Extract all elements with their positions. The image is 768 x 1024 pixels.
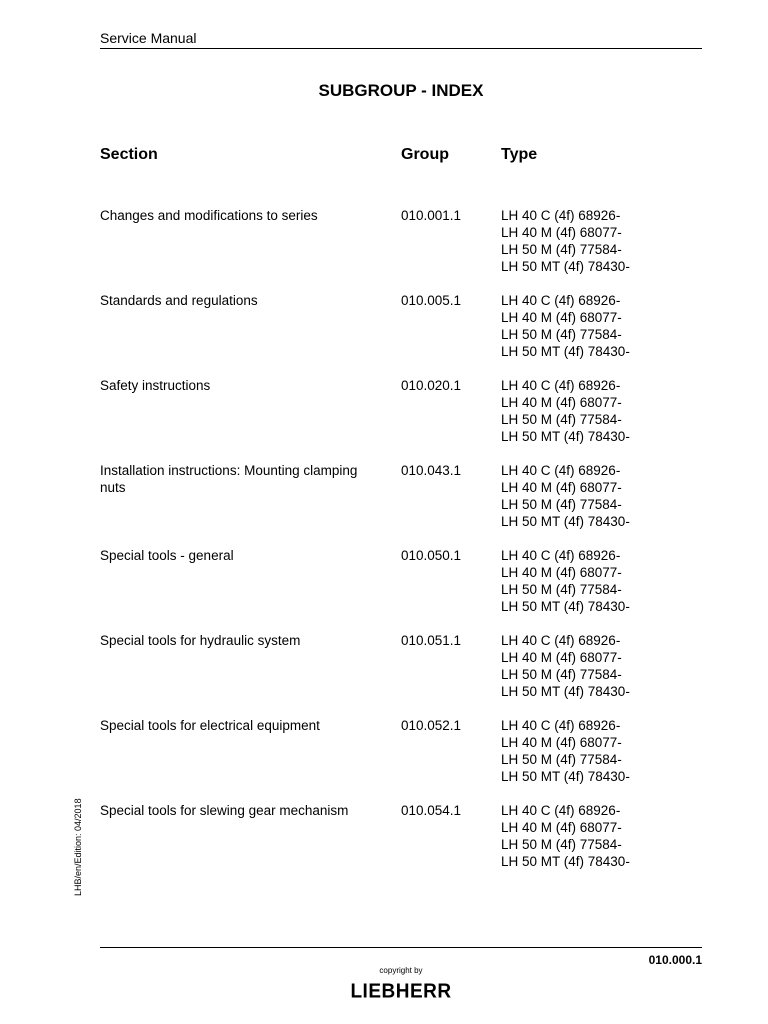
edition-label: LHB/en/Edition: 04/2018 <box>73 798 83 896</box>
index-entries <box>100 207 702 887</box>
header-rule <box>100 48 702 49</box>
entry-type: LH 50 M (4f) 77584- <box>501 242 622 257</box>
entry-type: LH 40 M (4f) 68077- <box>501 650 622 665</box>
entry-type: LH 40 M (4f) 68077- <box>501 310 622 325</box>
entry-group: 010.005.1 <box>401 293 462 308</box>
entry-group: 010.050.1 <box>401 548 462 563</box>
index-entry <box>100 632 702 717</box>
entry-type-list <box>501 292 630 360</box>
entry-group: 010.051.1 <box>401 633 462 648</box>
liebherr-logo: LIEBHERR <box>350 980 452 1003</box>
index-entry <box>100 377 702 462</box>
entry-group: 010.001.1 <box>401 208 462 223</box>
entry-type-list <box>501 207 630 275</box>
entry-section: Special tools for hydraulic system <box>100 633 301 648</box>
entry-type: LH 50 MT (4f) 78430- <box>501 514 630 529</box>
footer-rule <box>100 947 702 948</box>
header-title: Service Manual <box>100 30 197 46</box>
entry-type-list <box>501 547 630 615</box>
index-entry <box>100 717 702 802</box>
entry-type: LH 50 M (4f) 77584- <box>501 327 622 342</box>
entry-type: LH 50 M (4f) 77584- <box>501 582 622 597</box>
entry-type: LH 50 M (4f) 77584- <box>501 412 622 427</box>
entry-type: LH 40 C (4f) 68926- <box>501 378 621 393</box>
entry-type-list <box>501 462 630 530</box>
entry-type: LH 50 MT (4f) 78430- <box>501 684 630 699</box>
entry-group: 010.020.1 <box>401 378 462 393</box>
entry-section: Special tools - general <box>100 548 234 563</box>
entry-type-list <box>501 717 630 785</box>
column-header-section: Section <box>100 146 158 163</box>
entry-type: LH 50 MT (4f) 78430- <box>501 344 630 359</box>
entry-type: LH 50 MT (4f) 78430- <box>501 599 630 614</box>
entry-type: LH 40 C (4f) 68926- <box>501 208 621 223</box>
entry-type: LH 40 C (4f) 68926- <box>501 803 621 818</box>
index-entry <box>100 292 702 377</box>
entry-section: Special tools for slewing gear mechanism <box>100 803 349 818</box>
entry-type: LH 50 M (4f) 77584- <box>501 497 622 512</box>
column-header-group: Group <box>401 146 449 163</box>
entry-section: Safety instructions <box>100 378 211 393</box>
entry-group: 010.052.1 <box>401 718 462 733</box>
page-number: 010.000.1 <box>648 953 702 967</box>
entry-group: 010.054.1 <box>401 803 462 818</box>
entry-type: LH 50 MT (4f) 78430- <box>501 259 630 274</box>
index-entry <box>100 207 702 292</box>
entry-type-list <box>501 632 630 700</box>
index-entry <box>100 462 702 547</box>
entry-type: LH 40 C (4f) 68926- <box>501 718 621 733</box>
entry-type: LH 40 M (4f) 68077- <box>501 820 622 835</box>
entry-type: LH 50 M (4f) 77584- <box>501 752 622 767</box>
entry-type: LH 40 M (4f) 68077- <box>501 225 622 240</box>
entry-group: 010.043.1 <box>401 463 462 478</box>
page-title: SUBGROUP - INDEX <box>318 81 484 100</box>
entry-type: LH 40 C (4f) 68926- <box>501 293 621 308</box>
copyright-label: copyright by <box>379 966 423 975</box>
entry-type: LH 40 M (4f) 68077- <box>501 480 622 495</box>
entry-type: LH 50 MT (4f) 78430- <box>501 854 630 869</box>
entry-section: Standards and regulations <box>100 293 258 308</box>
entry-type: LH 40 C (4f) 68926- <box>501 463 621 478</box>
entry-type: LH 40 C (4f) 68926- <box>501 633 621 648</box>
entry-type-list <box>501 377 630 445</box>
column-header-type: Type <box>501 146 538 163</box>
entry-type: LH 40 M (4f) 68077- <box>501 735 622 750</box>
entry-type: LH 50 MT (4f) 78430- <box>501 429 630 444</box>
entry-section: Installation instructions: Mounting clamping nuts <box>100 463 358 495</box>
index-entry <box>100 547 702 632</box>
entry-type: LH 50 M (4f) 77584- <box>501 667 622 682</box>
entry-type: LH 40 C (4f) 68926- <box>501 548 621 563</box>
entry-type: LH 50 MT (4f) 78430- <box>501 769 630 784</box>
entry-type: LH 50 M (4f) 77584- <box>501 837 622 852</box>
entry-type-list <box>501 802 630 870</box>
entry-section: Special tools for electrical equipment <box>100 718 320 733</box>
index-entry <box>100 802 702 887</box>
entry-type: LH 40 M (4f) 68077- <box>501 565 622 580</box>
entry-section: Changes and modifications to series <box>100 208 318 223</box>
entry-type: LH 40 M (4f) 68077- <box>501 395 622 410</box>
